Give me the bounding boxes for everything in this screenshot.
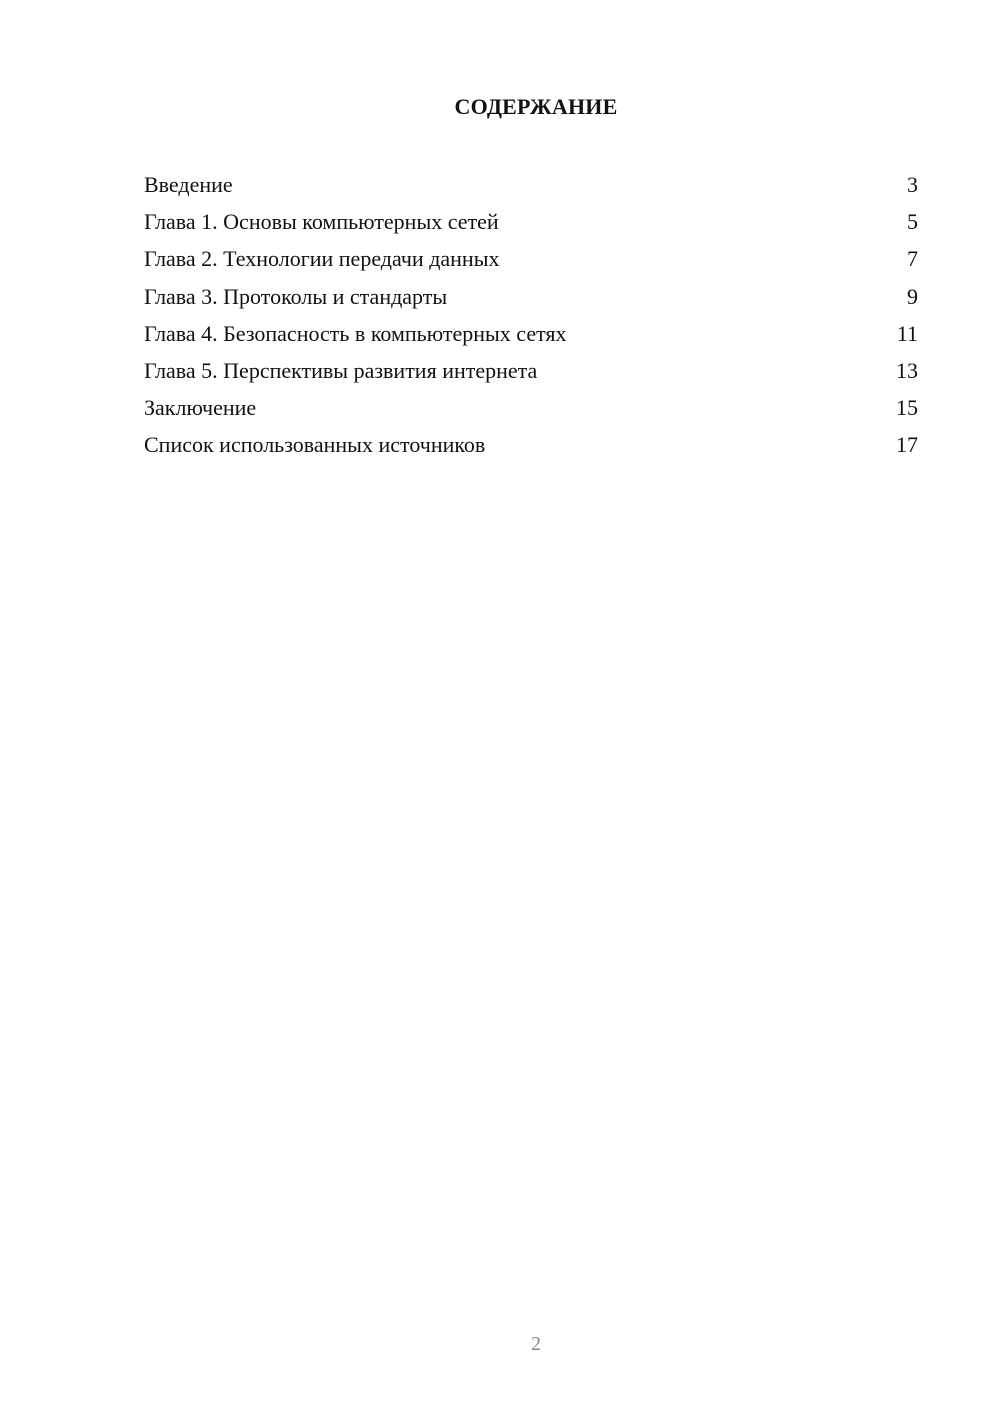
toc-entry-references: [144, 430, 919, 467]
toc-entry-label: Заключение: [144, 395, 257, 421]
toc-entry-introduction: [144, 170, 919, 207]
toc-entry-page: 17: [896, 432, 918, 458]
toc-entry-label: Список использованных источников: [144, 432, 486, 458]
toc-entry-label: Глава 2. Технологии передачи данных: [144, 246, 500, 272]
page-number: 2: [531, 1333, 541, 1355]
toc-entry-label: Глава 5. Перспективы развития интернета: [144, 357, 538, 383]
table-of-contents: [144, 170, 919, 468]
toc-entry-page: 5: [907, 209, 918, 235]
toc-entry-label: Глава 3. Протоколы и стандарты: [144, 283, 448, 309]
toc-entry-chapter-5: [144, 356, 919, 393]
toc-entry-page: 7: [907, 246, 918, 272]
toc-entry-chapter-3: [144, 282, 919, 319]
toc-entry-chapter-4: [144, 319, 919, 356]
toc-entry-page: 3: [907, 172, 918, 197]
toc-entry-page: 9: [907, 283, 918, 309]
toc-entry-label: Глава 4. Безопасность в компьютерных сетях: [144, 320, 567, 346]
toc-entry-conclusion: [144, 393, 919, 430]
toc-entry-chapter-1: [144, 207, 919, 244]
toc-entry-label: Глава 1. Основы компьютерных сетей: [144, 209, 499, 235]
toc-entry-chapter-2: [144, 244, 919, 281]
toc-entry-page: 11: [896, 320, 918, 346]
toc-entry-page: 15: [896, 395, 918, 421]
toc-entry-page: 13: [896, 357, 918, 383]
page-title: СОДЕРЖАНИЕ: [454, 94, 618, 119]
toc-entry-label: Введение: [144, 172, 233, 197]
